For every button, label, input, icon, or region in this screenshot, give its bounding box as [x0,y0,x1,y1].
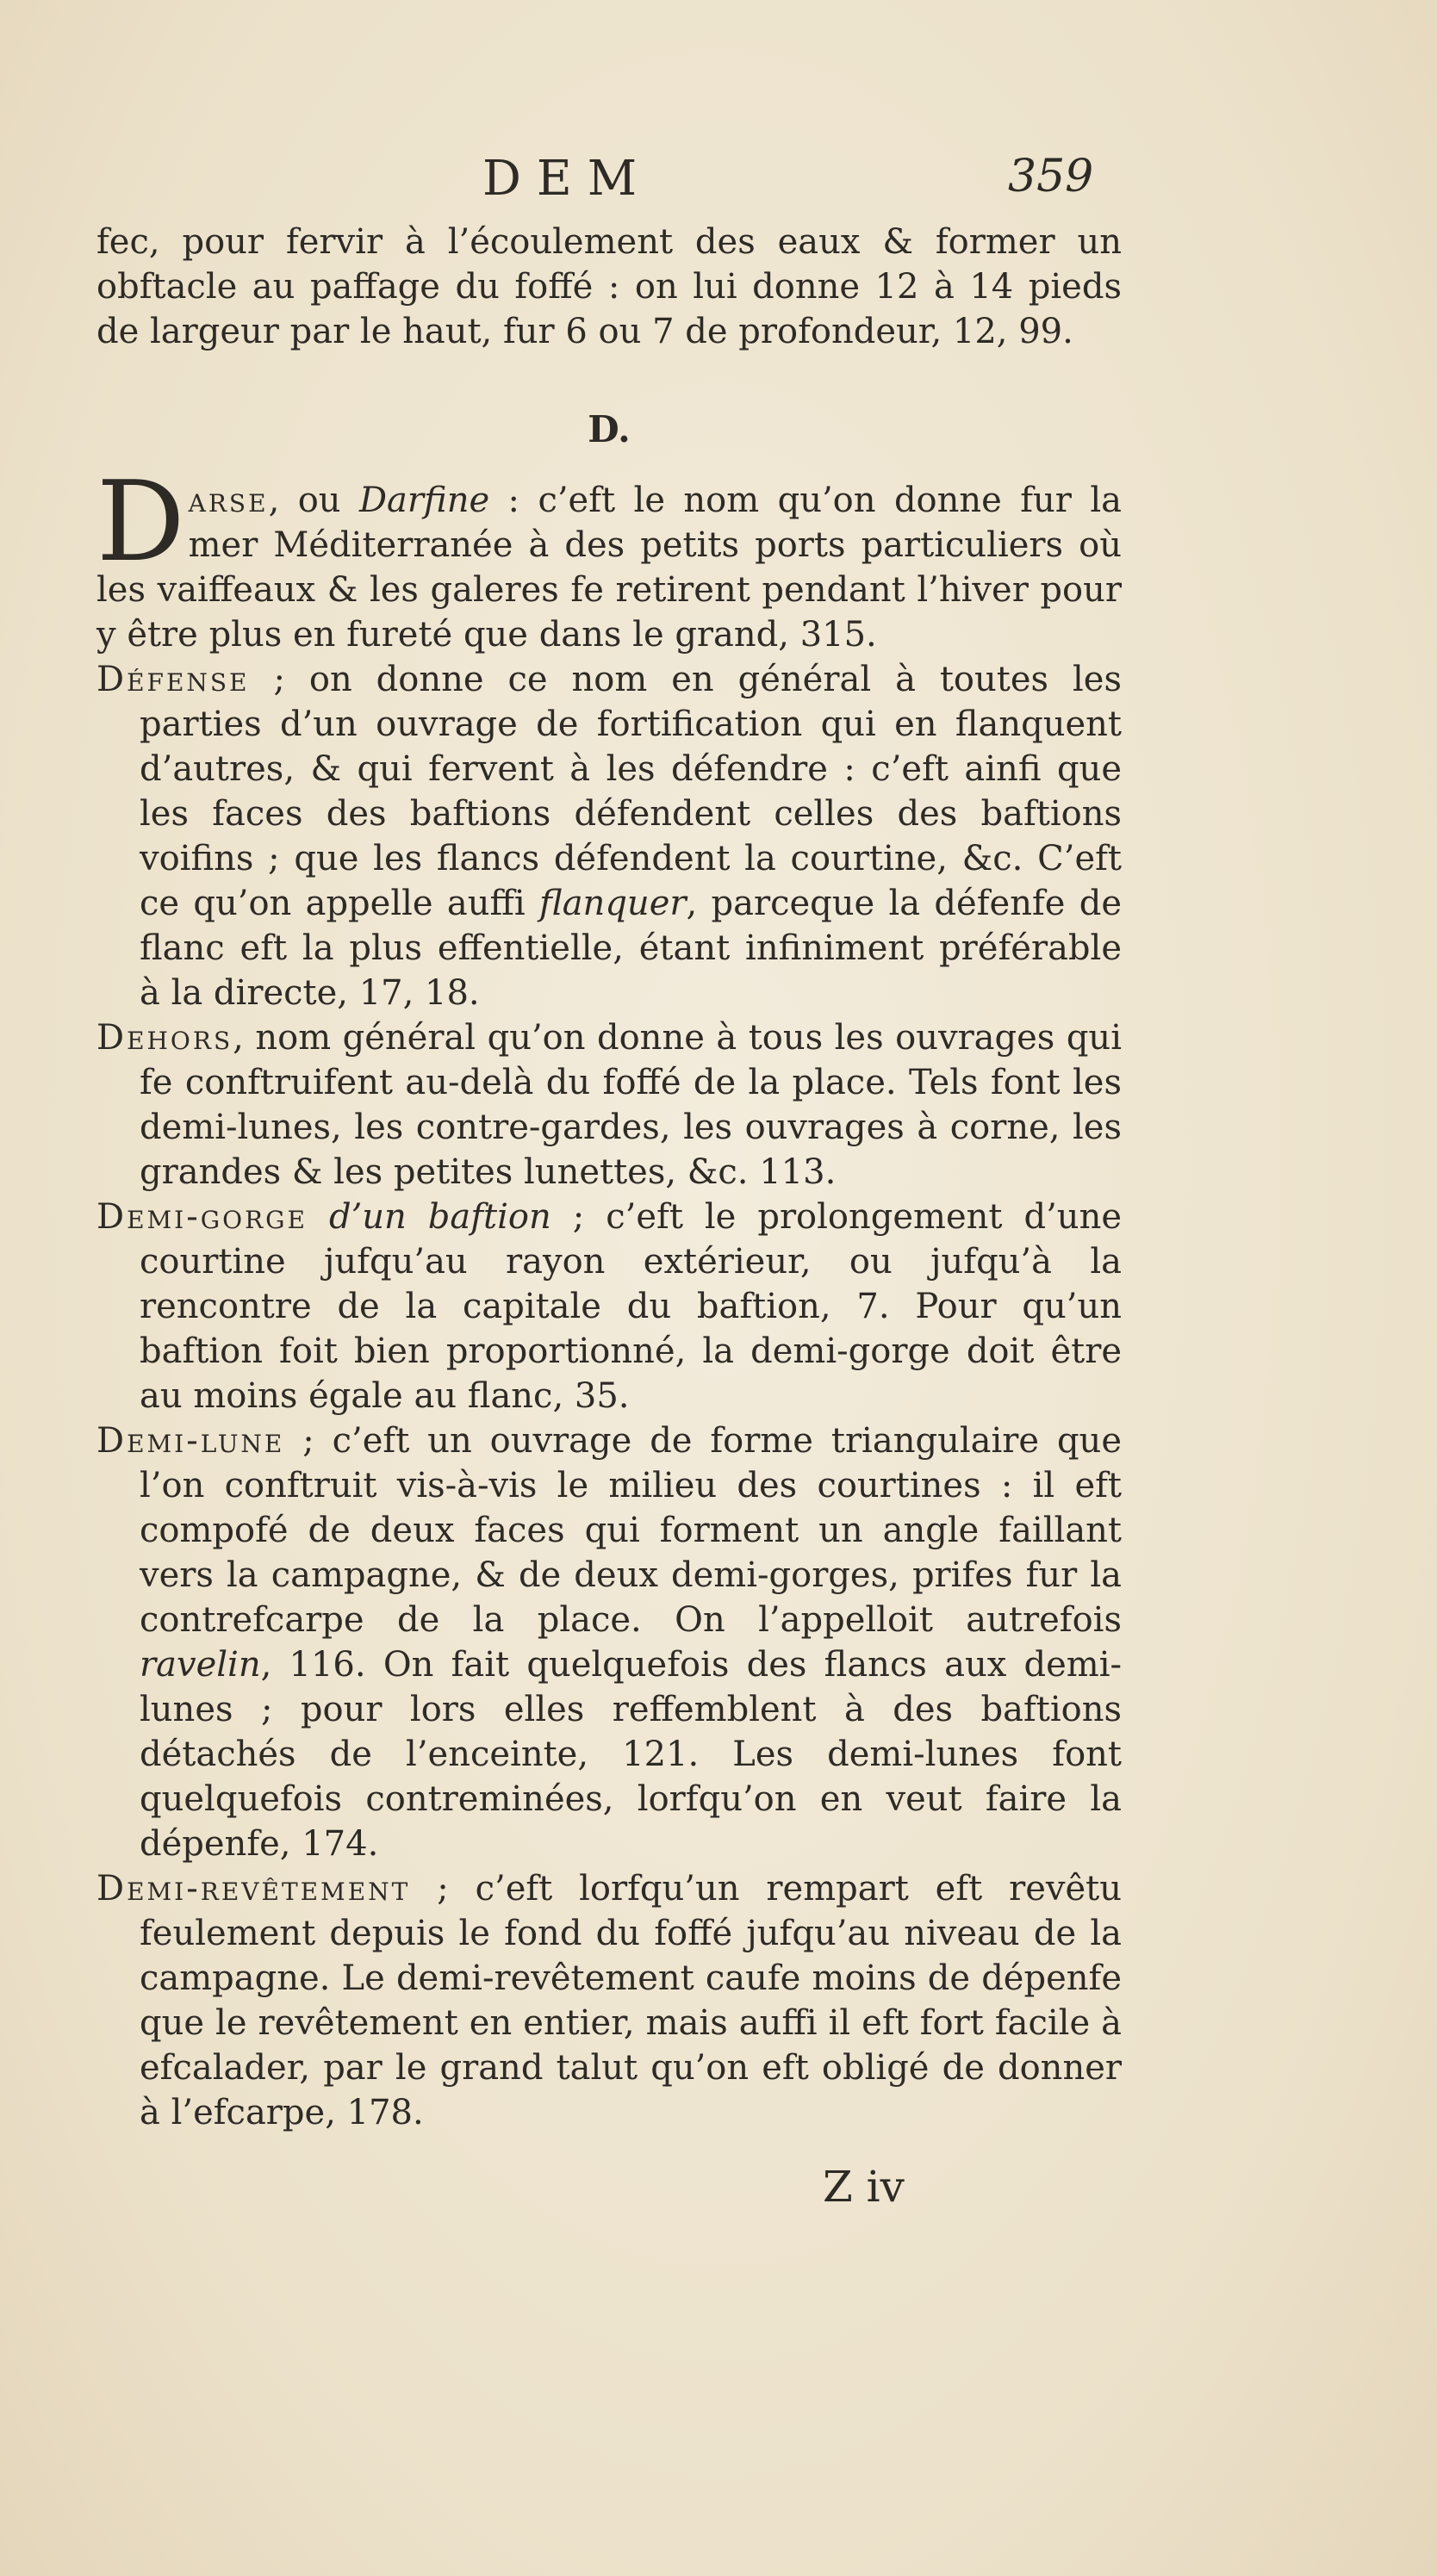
entry-italic-qualifier: d’un baftion [307,1197,551,1237]
entry-darse [96,458,1122,657]
entry-text: ; c’eft un ouvrage de forme triangulaire que l’on conftruit vis-à-vis le milieu des courtines : il eft compofé de deux faces qui forment un angle faillant vers la campagne, & de deux demi-gorges, prifes fur la contrefcarpe de la place. On l’appelloit autrefois [140,1421,1122,1640]
entry-text: : c’eft le nom qu’on donne fur la mer Méditerranée à des petits ports particuliers où les vaiffeaux & les galeres fe retirent pendant l’hiver pour y être plus en fureté que dans le grand, 315. [96,481,1122,655]
entry-text: , nom général qu’on donne à tous les ouvrages qui fe conftruifent au-delà du foffé de la place. Tels font les demi-lunes, les contre-gardes, les ouvrages à corne, les grandes & les petites lunettes, &c. 113. [140,1018,1122,1192]
continued-entry-text: fec, pour fervir à l’écoulement des eaux & former un obftacle au paffage du foffé : on lui donne 12 à 14 pieds de largeur par le haut, fur 6 ou 7 de profondeur, 12, 99. [96,222,1122,351]
entry-headword: Demi-revêtement [96,1869,411,1909]
entry-headword: Demi-gorge [96,1197,308,1237]
text-block [96,220,1122,2135]
entry-text: ; on donne ce nom en général à toutes les parties d’un ouvrage de fortification qui en flanquent d’autres, & qui fervent à les défendre : c’eft ainfi que les faces des baftions défendent celles des baftions voifins ; que les flancs défendent la courtine, &c. C’eft ce qu’on appelle auffi [140,660,1122,923]
signature-mark: Z iv [823,2162,905,2212]
entry-headword: Demi-lune [96,1421,285,1461]
entry-italic-term: flanquer [539,884,687,923]
entry-headword: arse [188,481,269,520]
entry-italic-term: ravelin [140,1645,261,1685]
entry-demi-revetement [96,1866,1122,2135]
entry-headword: Dehors [96,1018,233,1058]
entry-connector: , ou [268,481,359,520]
entry-headword-variant: Darfine [358,481,490,520]
entry-headword: Défense [96,660,250,699]
page-number: 359 [1008,151,1094,202]
entry-text-continued: , 116. On fait quelquefois des flancs aux demi-lunes ; pour lors elles reffemblent à des baftions détachés de l’enceinte, 121. Les demi-lunes font quelquefois contreminées, lorfqu’on en veut faire la dépenfe, 174. [140,1645,1122,1864]
entry-text: ; c’eft lorfqu’un rempart eft revêtu feulement depuis le fond du foffé jufqu’au niveau de la campagne. Le demi-revêtement caufe moins de dépenfe que le revêtement en entier, mais auffi il eft fort facile à efcalader, par le grand talut qu’on eft obligé de donner à l’efcarpe, 178. [140,1869,1122,2132]
running-head [0,151,1437,211]
drop-cap: D [96,458,185,587]
running-title: DEM [482,151,653,207]
entry-defense [96,657,1122,1015]
section-letter-heading: D. [588,408,631,450]
entry-text-continued: , parceque la défenfe de flanc eft la plus effentielle, étant infiniment préférable à la directe, 17, 18. [140,884,1123,1013]
entry-demi-lune [96,1418,1122,1866]
entry-text: ; c’eft le prolongement d’une courtine jufqu’au rayon extérieur, ou jufqu’à la rencontre de la capitale du baftion, 7. Pour qu’un baftion foit bien proportionné, la demi-gorge doit être au moins égale au flanc, 35. [140,1197,1122,1416]
entry-demi-gorge [96,1195,1122,1418]
entry-dehors [96,1015,1122,1195]
